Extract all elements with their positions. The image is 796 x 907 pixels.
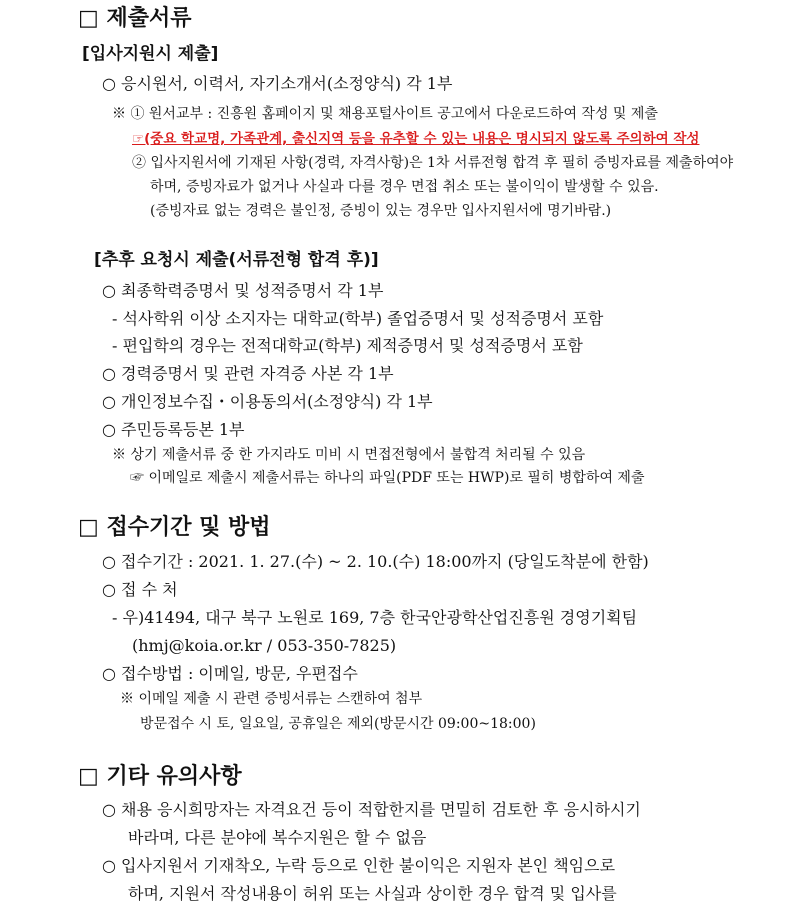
note-text: 방문접수 시 토, 일요일, 공휴일은 제외(방문시간 09:00~18:00) (140, 716, 536, 732)
note-text: ② 입사지원서에 기재된 사항(경력, 자격사항)은 1차 서류전형 합격 후 필히 증빙자료를 제출하여야 (132, 155, 734, 171)
note-text: ※ 이메일 제출 시 관련 증빙서류는 스캔하여 첨부 (120, 691, 423, 707)
list-item: ○ 최종학력증명서 및 성적증명서 각 1부 (102, 281, 384, 300)
section-heading: □ 기타 유의사항 (78, 764, 242, 789)
list-item: ○ 경력증명서 및 관련 자격증 사본 각 1부 (102, 364, 394, 383)
address-text: - 우)41494, 대구 북구 노원로 169, 7층 한국안광학산업진흥원 경영기획팀 (112, 608, 638, 627)
list-item: ○ 입사지원서 기재착오, 누락 등으로 인한 불이익은 지원자 본인 책임으로 (102, 856, 616, 875)
list-item: ○ 채용 응시희망자는 자격요건 등이 적합한지를 면밀히 검토한 후 응시하시기 (102, 800, 641, 819)
list-item: ○ 주민등록등본 1부 (102, 420, 245, 439)
subsection-title: [추후 요청시 제출(서류전형 합격 후)] (94, 250, 379, 270)
contact-text: (hmj@koia.or.kr / 053-350-7825) (132, 636, 397, 655)
list-item: ○ 접수기간 : 2021. 1. 27.(수) ~ 2. 10.(수) 18:00까지 (당일도착분에 한함) (102, 552, 649, 571)
subsection-title: [입사지원시 제출] (82, 44, 219, 64)
list-item: ○ 접 수 처 (102, 580, 178, 599)
note-text: ※ 상기 제출서류 중 한 가지라도 미비 시 면접전형에서 불합격 처리될 수 있음 (112, 447, 586, 463)
note-text: 하며, 증빙자료가 없거나 사실과 다를 경우 면접 취소 또는 불이익이 발생할 수 있음. (150, 179, 659, 195)
warning-note: ☞(중요 학교명, 가족관계, 출신지역 등을 유추할 수 있는 내용은 명시되지 않도록 주의하여 작성 (132, 131, 700, 147)
section-heading: □ 제출서류 (78, 6, 192, 31)
list-item: - 석사학위 이상 소지자는 대학교(학부) 졸업증명서 및 성적증명서 포함 (112, 309, 604, 328)
list-item: 하며, 지원서 작성내용이 허위 또는 사실과 상이한 경우 합격 및 입사를 (128, 884, 617, 903)
list-item: 바라며, 다른 분야에 복수지원은 할 수 없음 (128, 828, 427, 847)
list-item: ○ 접수방법 : 이메일, 방문, 우편접수 (102, 664, 358, 683)
note-text: ☞ 이메일로 제출시 제출서류는 하나의 파일(PDF 또는 HWP)로 필히 병합하여 제출 (130, 470, 645, 486)
list-item: ○ 개인정보수집・이용동의서(소정양식) 각 1부 (102, 392, 433, 411)
section-heading: □ 접수기간 및 방법 (78, 515, 271, 540)
note-text: ※ ① 원서교부 : 진흥원 홈페이지 및 채용포털사이트 공고에서 다운로드하여 작성 및 제출 (112, 106, 658, 122)
list-item: - 편입학의 경우는 전적대학교(학부) 제적증명서 및 성적증명서 포함 (112, 336, 583, 355)
list-item: ○ 응시원서, 이력서, 자기소개서(소정양식) 각 1부 (102, 74, 453, 93)
note-text: (증빙자료 없는 경력은 불인정, 증빙이 있는 경우만 입사지원서에 명기바람.) (150, 203, 612, 219)
